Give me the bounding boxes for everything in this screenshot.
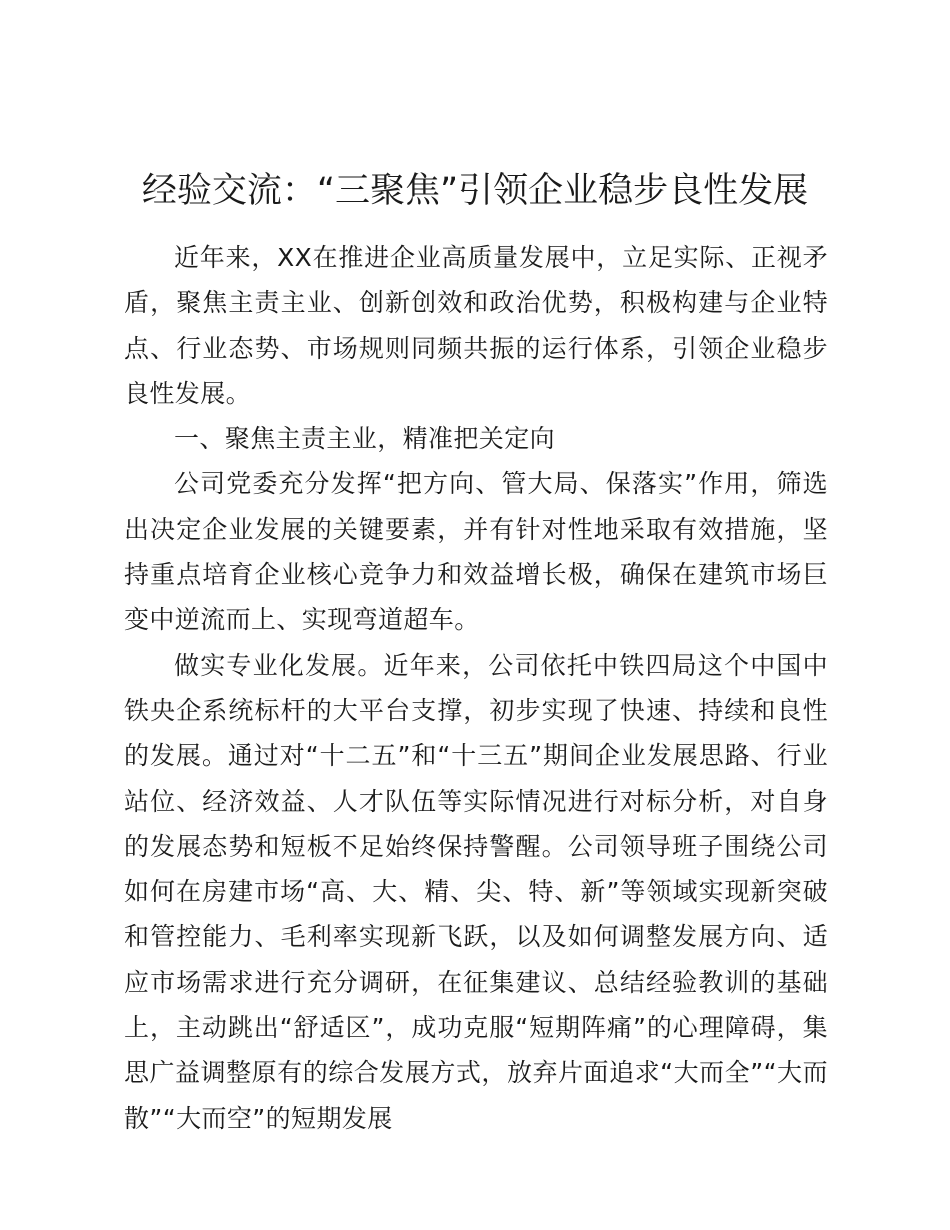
document-title: 经验交流：“三聚焦”引领企业稳步良性发展	[141, 171, 809, 211]
section-heading-1: 一、聚焦主责主业，精准把关定向	[174, 424, 556, 454]
paragraph-specialization: 做实专业化发展。近年来，公司依托中铁四局这个中国中铁央企系统标杆的大平台支撑，初步实现了快速、持续和良性的发展。通过对“十二五”和“十三五”期间企业发展思路、行业站位、经济效益、人才队伍等实际情况进行对标分析，对自身的发展态势和短板不足始终保持警醒。公司领导班子围绕公司如何在房建市场“高、大、精、尖、特、新”等领域实现新突破和管控能力、毛利率实现新飞跃，以及如何调整发展方向、适应市场需求进行充分调研，在征集建议、总结经验教训的基础上，主动跳出“舒适区”，成功克服“短期阵痛”的心理障碍，集思广益调整原有的综合发展方式，放弃片面追求“大而全”“大而散”“大而空”的短期发展	[124, 650, 828, 1133]
paragraph-intro: 近年来，XX在推进企业高质量发展中，立足实际、正视矛盾，聚焦主责主业、创新创效和政治优势，积极构建与企业特点、行业态势、市场规则同频共振的运行体系，引领企业稳步良性发展。	[124, 243, 828, 408]
document-body	[124, 235, 828, 1141]
paragraph-section-1: 公司党委充分发挥“把方向、管大局、保落实”作用，筛选出决定企业发展的关键要素，并有针对性地采取有效措施，坚持重点培育企业核心竞争力和效益增长极，确保在建筑市场巨变中逆流而上、实现弯道超车。	[124, 469, 828, 635]
